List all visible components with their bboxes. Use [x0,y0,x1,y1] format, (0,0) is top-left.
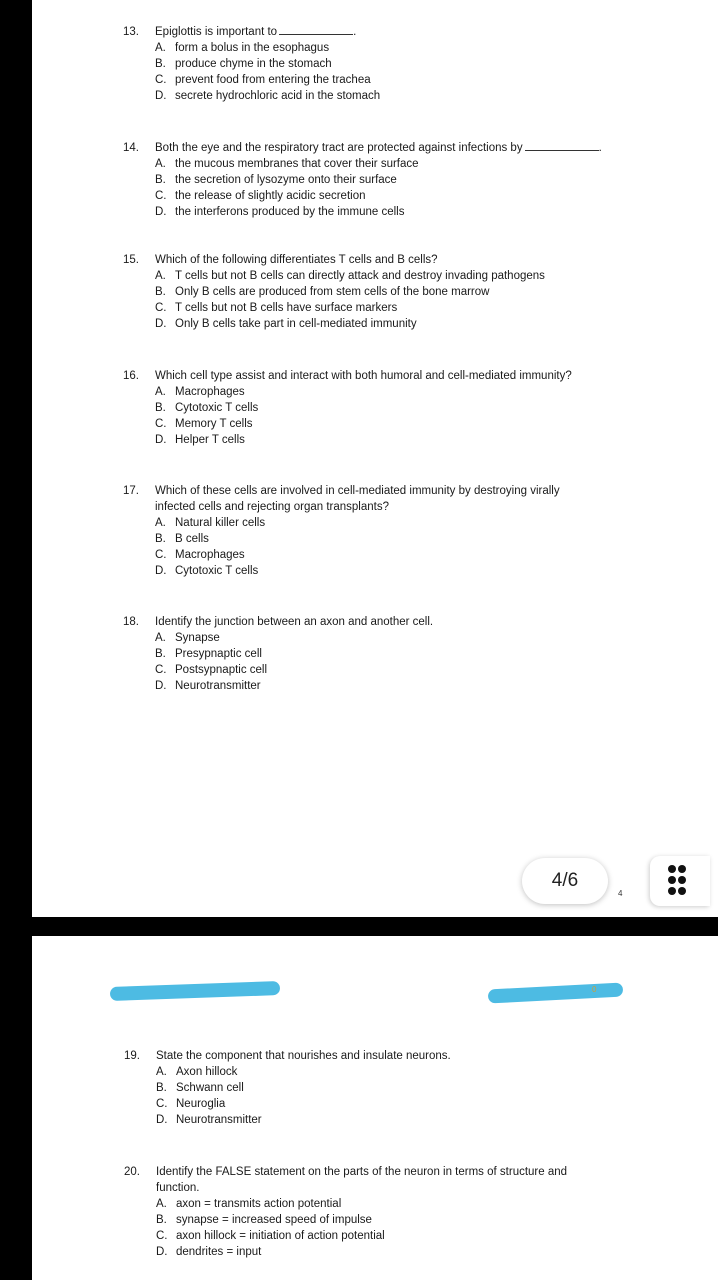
answer-option [155,432,572,448]
answer-blank [279,24,353,35]
option-letter: D. [155,565,167,577]
question-body [155,614,433,694]
option-letter: A. [156,1066,167,1078]
question-stem-text: State the component that nourishes and insulate neurons. [156,1050,451,1062]
option-letter: C. [156,1098,168,1110]
option-text: Cytotoxic T cells [175,565,259,577]
answer-option [156,1196,567,1212]
question-stem [156,1048,451,1064]
option-letter: D. [156,1114,168,1126]
question-stem [155,368,572,384]
answer-option [155,156,602,172]
answer-option [155,678,433,694]
option-letter: C. [155,664,167,676]
option-letter: B. [155,174,166,186]
question-stem-text: Both the eye and the respiratory tract are protected against infections by [155,142,523,154]
dot-icon [668,865,676,873]
question-stem-text: Identify the FALSE statement on the parts of the neuron in terms of structure and [156,1166,568,1178]
question-body [155,24,380,104]
option-letter: A. [155,42,166,54]
option-text: Natural killer cells [175,517,266,529]
question-number: 16. [123,370,139,382]
option-letter: D. [155,680,167,692]
answer-option [155,300,545,316]
option-letter: A. [156,1198,167,1210]
answer-option [155,384,572,400]
option-letter: A. [155,386,166,398]
option-text: Cytotoxic T cells [175,402,259,414]
answer-option [155,40,380,56]
answer-option [155,646,433,662]
dot-icon [678,876,686,884]
answer-option [156,1080,451,1096]
question-stem-continued: infected cells and rejecting organ transplants? [155,501,389,513]
answer-option [155,316,545,332]
dot-icon [668,887,676,895]
answer-option [155,515,560,531]
option-text: prevent food from entering the trachea [175,74,371,86]
option-letter: D. [155,206,167,218]
option-letter: B. [155,58,166,70]
question-stem-text: Identify the junction between an axon and another cell. [155,616,434,628]
question-stem-text: Which cell type assist and interact with both humoral and cell-mediated immunity? [155,370,572,382]
option-text: Only B cells are produced from stem cells of the bone marrow [175,286,490,298]
answer-option [155,172,602,188]
option-letter: D. [155,90,167,102]
option-text: Postsypnaptic cell [175,664,268,676]
option-text: secrete hydrochloric acid in the stomach [175,90,381,102]
question-stem: Both the eye and the respiratory tract are protected against infections by . [155,142,602,154]
question-body [156,1048,451,1128]
small-number: 4 [618,889,623,898]
question-number: 19. [124,1050,140,1062]
option-letter: C. [155,302,167,314]
option-letter: D. [156,1246,168,1258]
option-letter: C. [155,190,167,202]
question-body [156,1164,567,1260]
question-stem [156,1164,567,1180]
option-text: Axon hillock [176,1066,238,1078]
answer-option [155,188,602,204]
answer-option [155,400,572,416]
option-text: the mucous membranes that cover their surface [175,158,419,170]
option-text: axon = transmits action potential [176,1198,342,1210]
option-letter: C. [155,74,167,86]
question-number: 18. [123,616,139,628]
answer-option [155,630,433,646]
question-stem-text: Which of these cells are involved in cell-mediated immunity by destroying virally [155,485,560,497]
option-letter: A. [155,270,166,282]
dot-icon [678,887,686,895]
option-text: the interferons produced by the immune cells [175,206,405,218]
question-body [155,252,545,332]
option-text: the release of slightly acidic secretion [175,190,366,202]
option-letter: C. [156,1230,168,1242]
document-page-top [32,0,718,917]
question-number: 14. [123,142,139,154]
answer-option [155,284,545,300]
option-letter: B. [155,533,166,545]
question-number: 13. [123,26,139,38]
dot-icon [678,865,686,873]
option-text: Neurotransmitter [176,1114,262,1126]
option-text: Presypnaptic cell [175,648,262,660]
option-letter: A. [155,632,166,644]
answer-option [156,1112,451,1128]
option-letter: A. [155,517,166,529]
question-body [155,483,560,579]
option-text: form a bolus in the esophagus [175,42,330,54]
answer-option [156,1228,567,1244]
option-text: axon hillock = initiation of action potential [176,1230,385,1242]
option-letter: D. [155,318,167,330]
page-indicator: 4/6 [522,858,608,904]
option-text: the secretion of lysozyme onto their surface [175,174,397,186]
option-text: Neuroglia [176,1098,226,1110]
option-text: Only B cells take part in cell-mediated immunity [175,318,417,330]
question-stem: Epiglottis is important to . [155,26,357,38]
option-letter: B. [155,286,166,298]
question-number: 17. [123,485,139,497]
option-letter: B. [156,1082,167,1094]
option-text: synapse = increased speed of impulse [176,1214,372,1226]
answer-option [155,268,545,284]
answer-option [155,547,560,563]
answer-option [155,204,602,220]
option-letter: B. [155,402,166,414]
option-text: dendrites = input [176,1246,262,1258]
answer-option [155,563,560,579]
question-number: 15. [123,254,139,266]
option-text: Macrophages [175,386,245,398]
answer-option [155,72,380,88]
option-letter: B. [156,1214,167,1226]
option-text: B cells [175,533,209,545]
answer-option [155,416,572,432]
option-text: T cells but not B cells have surface markers [175,302,398,314]
option-text: Memory T cells [175,418,253,430]
answer-option [156,1064,451,1080]
answer-option [155,531,560,547]
option-text: Neurotransmitter [175,680,261,692]
question-number: 20. [124,1166,140,1178]
question-stem [155,252,545,268]
option-text: T cells but not B cells can directly attack and destroy invading pathogens [175,270,545,282]
option-letter: D. [155,434,167,446]
option-text: Schwann cell [176,1082,244,1094]
answer-blank [525,140,599,151]
answer-option [156,1212,567,1228]
redacted-number: 0 [592,985,597,994]
answer-option [156,1096,451,1112]
question-stem-continued: function. [156,1182,200,1194]
option-letter: B. [155,648,166,660]
question-stem [155,483,560,499]
option-text: Synapse [175,632,220,644]
question-stem [155,614,433,630]
question-stem-text: Which of the following differentiates T cells and B cells? [155,254,438,266]
option-letter: A. [155,158,166,170]
option-letter: C. [155,418,167,430]
option-text: Helper T cells [175,434,245,446]
option-letter: C. [155,549,167,561]
more-options-button[interactable] [650,856,710,906]
option-text: produce chyme in the stomach [175,58,332,70]
answer-option [156,1244,567,1260]
option-text: Macrophages [175,549,245,561]
question-body [155,140,602,220]
answer-option [155,56,380,72]
dot-icon [668,876,676,884]
answer-option [155,88,380,104]
question-stem-text: Epiglottis is important to [155,26,278,38]
answer-option [155,662,433,678]
question-body [155,368,572,448]
